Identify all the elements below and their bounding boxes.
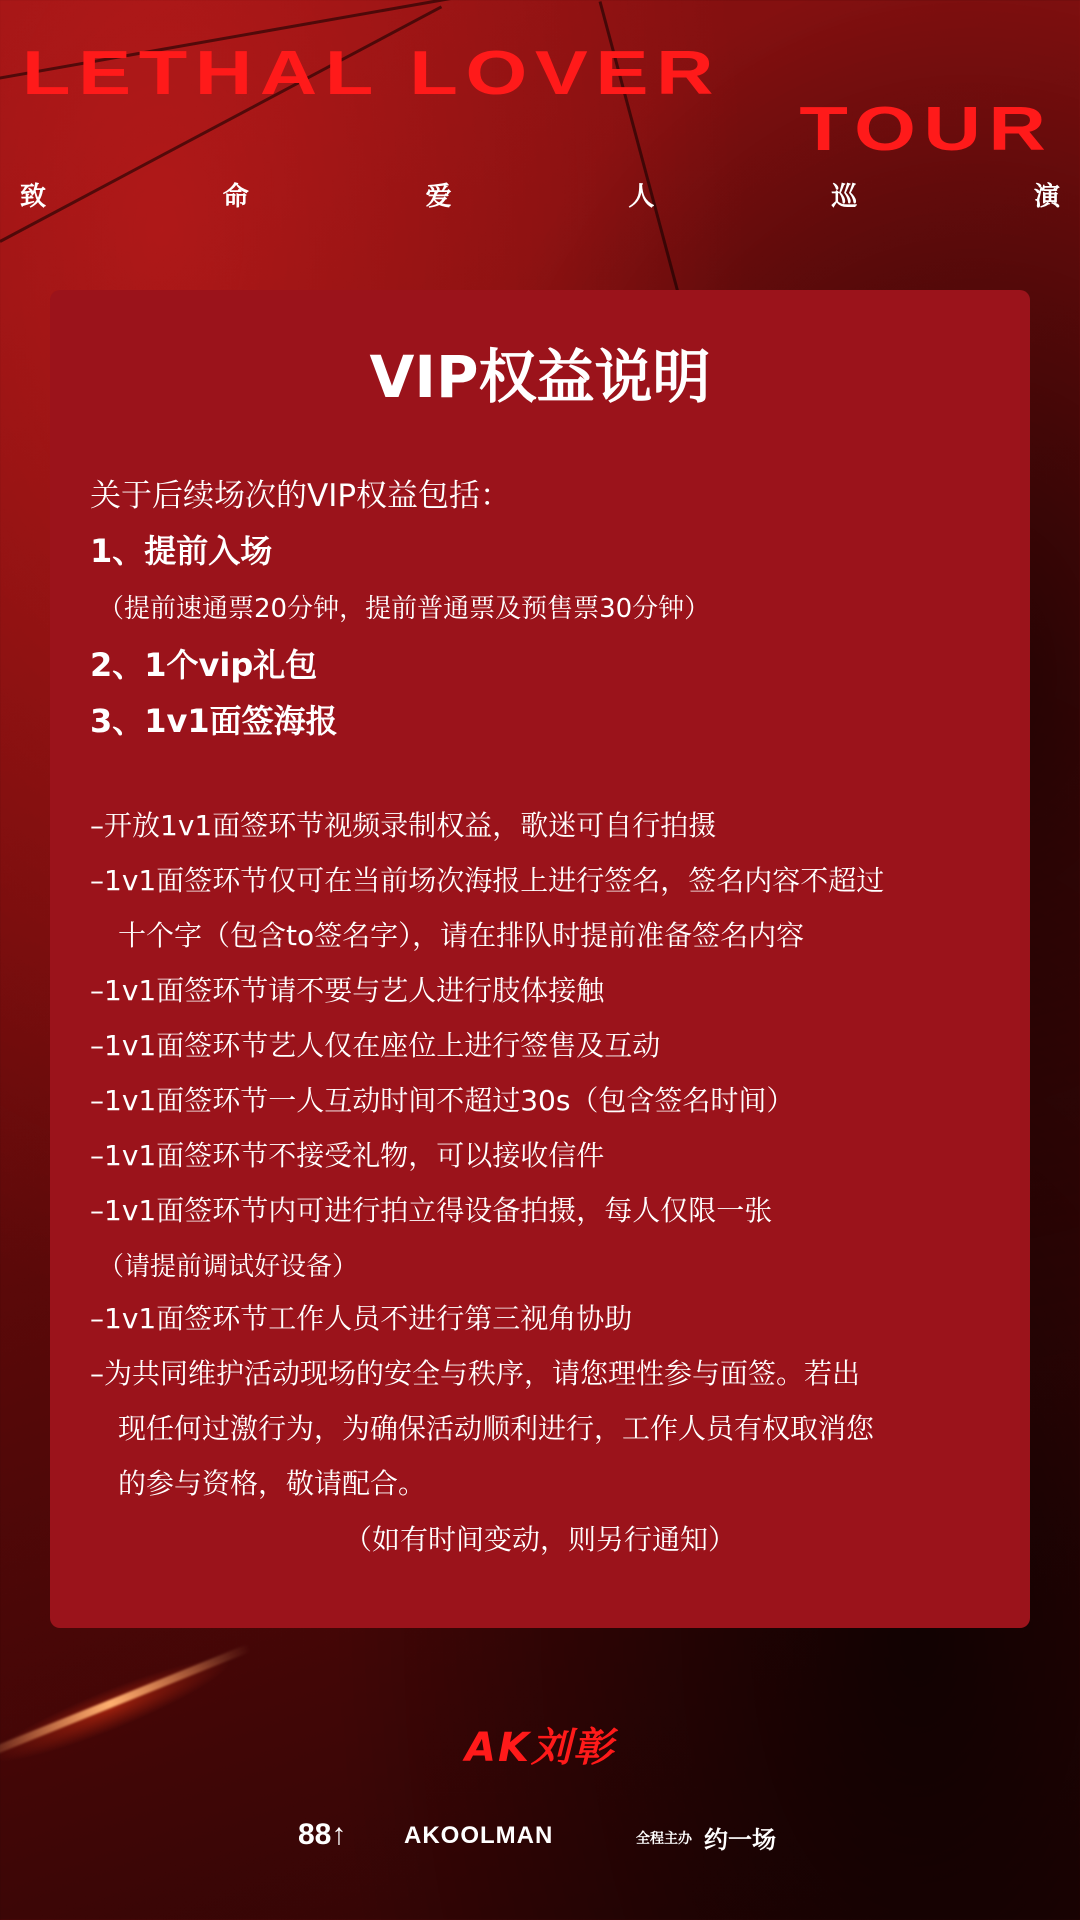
tour-subtitle <box>20 176 1060 212</box>
rule-line: –开放1v1面签环节视频录制权益，歌迷可自行拍摄 <box>90 809 717 842</box>
card-title: VIP权益说明 <box>369 343 711 411</box>
sponsor-88-logo: 88↑ <box>298 1818 347 1851</box>
rule-line: 十个字（包含to签名字），请在排队时提前准备签名内容 <box>118 919 805 952</box>
artist-logo: AK刘彰 <box>465 1725 615 1771</box>
rule-line: –1v1面签环节仅可在当前场次海报上进行签名，签名内容不超过 <box>90 864 885 897</box>
rule-note: （请提前调试好设备） <box>98 1252 359 1282</box>
organizer-label: 全程主办 <box>636 1830 692 1846</box>
rule-line: –1v1面签环节不接受礼物，可以接收信件 <box>90 1139 605 1172</box>
subtitle-char: 巡 <box>831 182 858 212</box>
rule-line: –1v1面签环节内可进行拍立得设备拍摄，每人仅限一张 <box>90 1194 773 1227</box>
rule-line: 现任何过激行为，为确保活动顺利进行，工作人员有权取消您 <box>118 1412 875 1445</box>
rule-line: –1v1面签环节一人互动时间不超过30s（包含签名时间） <box>90 1084 795 1117</box>
rule-line: –为共同维护活动现场的安全与秩序，请您理性参与面签。若出 <box>90 1357 861 1390</box>
rule-line: 的参与资格，敬请配合。 <box>118 1467 427 1500</box>
organizer-logo: 约一场 <box>704 1827 776 1854</box>
rule-line: –1v1面签环节请不要与艺人进行肢体接触 <box>90 974 605 1007</box>
sponsor-bar <box>0 1818 1080 1858</box>
subtitle-char: 爱 <box>425 182 452 212</box>
intro-text: 关于后续场次的VIP权益包括： <box>90 478 512 514</box>
benefit-item: 3、1v1面签海报 <box>90 702 338 740</box>
tour-title: LETHAL LOVER <box>22 39 722 108</box>
rule-line: –1v1面签环节工作人员不进行第三视角协助 <box>90 1302 633 1335</box>
benefit-item: 2、1个vip礼包 <box>90 646 318 684</box>
rule-line: –1v1面签环节艺人仅在座位上进行签售及互动 <box>90 1029 661 1062</box>
subtitle-char: 演 <box>1033 182 1060 212</box>
tour-title-tour: TOUR <box>799 95 1054 164</box>
subtitle-char: 命 <box>222 182 249 212</box>
time-change-note: （如有时间变动，则另行通知） <box>343 1523 736 1556</box>
benefit-item: 1、提前入场 <box>90 532 273 570</box>
subtitle-char: 致 <box>20 182 47 212</box>
subtitle-char: 人 <box>628 182 655 212</box>
sponsor-akoolman-logo: AKOOLMAN <box>404 1822 554 1849</box>
benefit-note: （提前速通票20分钟，提前普通票及预售票30分钟） <box>98 594 711 624</box>
